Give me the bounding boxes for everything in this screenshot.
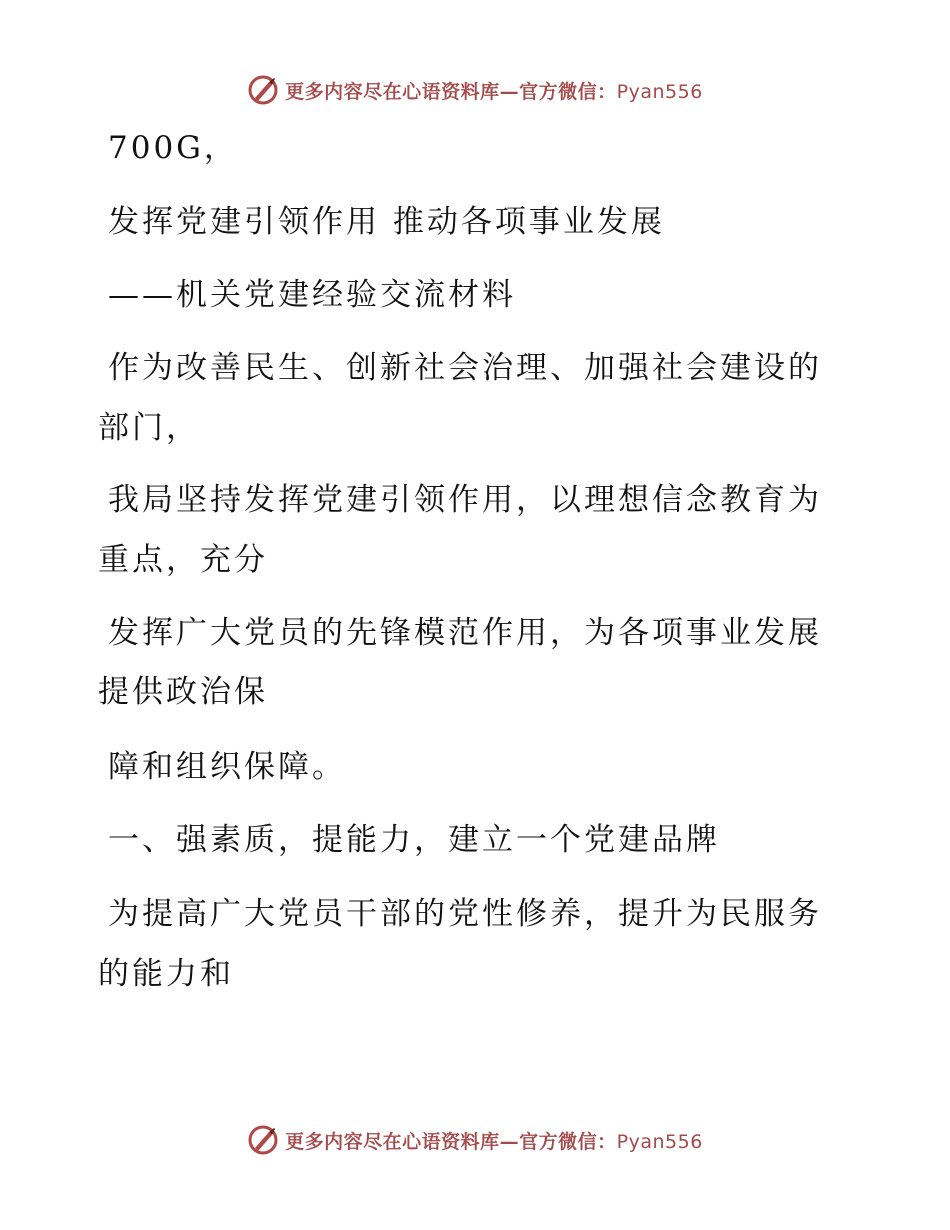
footer-banner <box>0 1120 950 1160</box>
paragraph-line: 重点，充分 <box>98 542 268 578</box>
footer-wechat-id: Pyan556 <box>616 1130 703 1153</box>
paragraph-line: 部门， <box>98 410 200 446</box>
section-heading: 一、强素质，提能力，建立一个党建品牌 <box>108 822 720 858</box>
paragraph-line: 700G， <box>108 130 238 166</box>
paragraph-line: 发挥广大党员的先锋模范作用，为各项事业发展 <box>108 615 822 651</box>
document-title: 发挥党建引领作用 推动各项事业发展 <box>108 204 665 240</box>
paragraph-line: 作为改善民生、创新社会治理、加强社会建设的 <box>108 350 822 386</box>
header-wechat-id: Pyan556 <box>616 80 703 103</box>
footer-banner-text <box>285 1127 703 1154</box>
footer-banner-label: 更多内容尽在心语资料库—官方微信： <box>285 1130 617 1153</box>
paragraph-line: 为提高广大党员干部的党性修养，提升为民服务 <box>108 896 822 932</box>
header-banner <box>0 70 950 110</box>
header-banner-text <box>285 77 703 104</box>
paragraph-line: 我局坚持发挥党建引领作用，以理想信念教育为 <box>108 482 822 518</box>
pen-logo-icon <box>247 1124 279 1156</box>
pen-logo-icon <box>247 74 279 106</box>
document-subtitle: ——机关党建经验交流材料 <box>108 277 516 313</box>
paragraph-line: 的能力和 <box>98 956 234 992</box>
paragraph-line: 提供政治保 <box>98 674 268 710</box>
paragraph-line: 障和组织保障。 <box>108 749 346 785</box>
header-banner-label: 更多内容尽在心语资料库—官方微信： <box>285 80 617 103</box>
